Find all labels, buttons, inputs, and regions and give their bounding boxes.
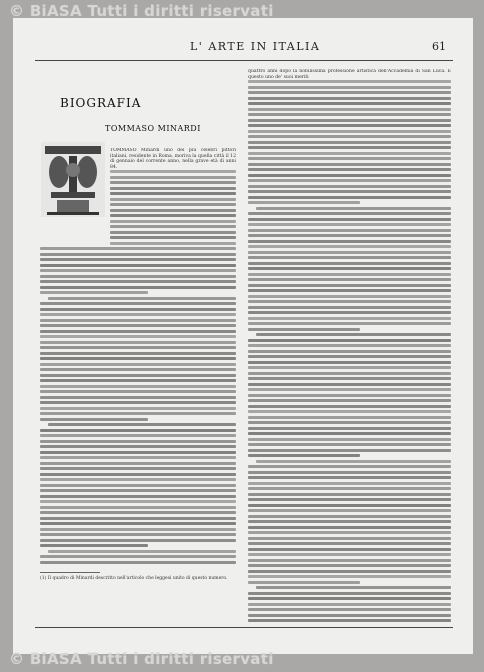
text-line [40, 346, 236, 352]
text-line-ink [248, 262, 451, 265]
text-line-ink [248, 443, 451, 446]
text-line [40, 478, 236, 484]
text-line-ink [248, 108, 451, 111]
text-line-ink [48, 550, 236, 553]
text-line-ink [248, 515, 451, 518]
text-line [248, 498, 451, 504]
text-line-ink [248, 553, 451, 556]
text-line [40, 434, 236, 440]
text-line [248, 179, 451, 185]
text-line-ink [248, 229, 451, 232]
text-line-ink [248, 157, 451, 160]
text-line [40, 401, 236, 407]
text-line [248, 80, 451, 86]
text-line-ink [40, 517, 236, 520]
text-line [40, 236, 236, 242]
text-line-ink [40, 484, 236, 487]
text-line [40, 489, 236, 495]
left-column-text [40, 148, 236, 568]
text-line-ink [248, 328, 360, 331]
text-line-ink [110, 242, 236, 245]
text-line-ink [40, 374, 236, 377]
text-line [248, 377, 451, 383]
text-line-ink [40, 478, 236, 481]
text-line-ink [40, 346, 236, 349]
text-line-ink [248, 295, 451, 298]
text-line-ink [40, 495, 236, 498]
text-line-ink [248, 399, 451, 402]
text-line-ink [248, 471, 451, 474]
text-line [40, 368, 236, 374]
text-line [248, 399, 451, 405]
text-line [40, 313, 236, 319]
text-line-ink [40, 385, 236, 388]
text-line [248, 421, 451, 427]
text-line-ink [248, 168, 451, 171]
text-line-ink [248, 289, 451, 292]
text-line-ink [40, 269, 236, 272]
text-line [248, 267, 451, 273]
text-line-ink [248, 432, 451, 435]
text-line-ink [248, 174, 451, 177]
subject-name: TOMMASO MINARDI [105, 124, 201, 133]
text-line-ink [40, 302, 236, 305]
text-line-ink [40, 275, 236, 278]
text-line-ink [248, 465, 451, 468]
text-line-ink [40, 544, 148, 547]
text-line-ink [40, 319, 236, 322]
text-line-ink [248, 256, 451, 259]
text-line-ink [40, 412, 236, 415]
text-line [248, 542, 451, 548]
text-line-ink [248, 223, 451, 226]
text-line-ink [40, 363, 236, 366]
text-line [40, 412, 236, 418]
text-line [40, 555, 236, 561]
text-line-ink [248, 339, 451, 342]
text-line-ink [248, 377, 451, 380]
text-line-ink [248, 141, 451, 144]
text-line-ink [248, 152, 451, 155]
text-line-ink [40, 456, 236, 459]
text-line-ink [248, 322, 451, 325]
text-line-ink [40, 396, 236, 399]
text-line [40, 335, 236, 341]
text-line-ink [110, 225, 236, 228]
text-line-ink [248, 603, 451, 606]
text-line [248, 91, 451, 97]
text-line-ink [40, 434, 236, 437]
text-line [248, 476, 451, 482]
text-line-ink [256, 460, 451, 463]
text-line [248, 344, 451, 350]
text-line [248, 608, 451, 614]
text-line-ink [40, 352, 236, 355]
text-line-ink [248, 102, 451, 105]
text-line [248, 443, 451, 449]
text-line-ink [248, 372, 451, 375]
text-line-ink [40, 489, 236, 492]
text-line-ink [248, 113, 451, 116]
text-line [40, 192, 236, 198]
text-line-ink [248, 284, 451, 287]
text-line [248, 355, 451, 361]
text-line-ink [248, 482, 451, 485]
text-line-ink [40, 368, 236, 371]
text-line-ink [248, 179, 451, 182]
text-line-ink [248, 509, 451, 512]
text-line-ink [248, 80, 451, 83]
text-line-ink [248, 570, 451, 573]
left-column-intro: TOMMASO Minardi uno dei più celebri pittori italiani, residente in Roma, moriva la quella città il 12 di gennaio del corrente anno, nella grave età di anni 84. [110, 148, 236, 170]
text-line-ink [248, 278, 451, 281]
text-line [248, 520, 451, 526]
text-line-ink [248, 218, 451, 221]
text-line-ink [48, 297, 236, 300]
text-line [40, 522, 236, 528]
text-line-ink [248, 487, 451, 490]
text-line-ink [40, 473, 236, 476]
text-line-ink [40, 286, 236, 289]
text-line [248, 289, 451, 295]
text-line-ink [248, 608, 451, 611]
text-line [248, 366, 451, 372]
text-line-ink [110, 203, 236, 206]
text-line [248, 300, 451, 306]
text-line-ink [248, 526, 451, 529]
text-line-ink [248, 548, 451, 551]
text-line-ink [40, 390, 236, 393]
watermark-bottom: © BiASA Tutti i diritti riservati [9, 650, 274, 668]
text-line [40, 280, 236, 286]
text-line-ink [248, 119, 451, 122]
text-line [40, 302, 236, 308]
text-line [40, 500, 236, 506]
text-line [40, 533, 236, 539]
text-line [248, 102, 451, 108]
text-line-ink [248, 212, 451, 215]
text-line-ink [40, 253, 236, 256]
text-line-ink [40, 291, 148, 294]
text-line-ink [248, 201, 360, 204]
text-line-ink [40, 280, 236, 283]
text-line [248, 531, 451, 537]
text-line-ink [248, 124, 451, 127]
text-line-ink [248, 383, 451, 386]
text-line-ink [248, 311, 451, 314]
text-line-ink [248, 427, 451, 430]
right-column-text [248, 69, 451, 624]
text-line [248, 487, 451, 493]
text-line-ink [110, 176, 236, 179]
text-line-ink [40, 357, 236, 360]
text-line [248, 124, 451, 130]
text-line-ink [110, 231, 236, 234]
text-line-ink [248, 597, 451, 600]
text-line-ink [40, 462, 236, 465]
text-line-ink [248, 421, 451, 424]
text-line-ink [248, 619, 451, 622]
text-line [248, 575, 451, 581]
footnote-rule [40, 572, 100, 573]
text-line-ink [40, 528, 236, 531]
text-line [248, 410, 451, 416]
text-line [40, 324, 236, 330]
right-column-intro: quattro anni dopo la nobilissima professione artistica dell'Accademia di San Luca. E questo uno de' suoi meriti [248, 69, 451, 80]
text-line-ink [248, 559, 451, 562]
text-line-ink [110, 198, 236, 201]
text-line-ink [40, 335, 236, 338]
text-line-ink [248, 531, 451, 534]
text-line-ink [248, 493, 451, 496]
footnote: (1) Il quadro di Minardi descritto nell'articolo che leggesi unito di questo numero. [40, 576, 228, 581]
text-line [248, 135, 451, 141]
text-line-ink [40, 401, 236, 404]
text-line [40, 247, 236, 253]
text-line-ink [248, 234, 451, 237]
text-line-ink [248, 504, 451, 507]
text-line-ink [248, 449, 451, 452]
text-line-ink [40, 429, 236, 432]
text-line [248, 619, 451, 624]
text-line-ink [248, 273, 451, 276]
text-line [40, 225, 236, 231]
text-line-ink [40, 407, 236, 410]
text-line-ink [40, 539, 236, 542]
text-line-ink [40, 308, 236, 311]
text-line-ink [40, 313, 236, 316]
text-line-ink [110, 209, 236, 212]
text-line [40, 467, 236, 473]
text-line-ink [248, 498, 451, 501]
text-line-ink [40, 451, 236, 454]
text-line [248, 564, 451, 570]
text-line-ink [248, 575, 451, 578]
watermark-top: © BiASA Tutti i diritti riservati [9, 2, 274, 20]
text-line-ink [248, 135, 451, 138]
text-line [248, 212, 451, 218]
text-line [248, 509, 451, 515]
text-line-ink [110, 170, 236, 173]
text-line [248, 311, 451, 317]
text-line [40, 561, 236, 567]
header-rule [35, 60, 453, 61]
text-line-ink [248, 410, 451, 413]
text-line-ink [248, 350, 451, 353]
text-line-ink [248, 190, 451, 193]
text-line-ink [40, 379, 236, 382]
text-line [248, 157, 451, 163]
text-line-ink [248, 267, 451, 270]
text-line-ink [248, 537, 451, 540]
text-line-ink [248, 317, 451, 320]
text-line [40, 445, 236, 451]
text-line-ink [248, 300, 451, 303]
text-line [40, 357, 236, 363]
text-line [40, 390, 236, 396]
text-line-ink [40, 258, 236, 261]
text-line-ink [256, 586, 451, 589]
text-line-ink [40, 324, 236, 327]
text-line-ink [248, 592, 451, 595]
text-line-ink [248, 520, 451, 523]
text-line [248, 432, 451, 438]
text-line-ink [248, 388, 451, 391]
text-line [40, 203, 236, 209]
text-line-ink [248, 86, 451, 89]
text-line [248, 256, 451, 262]
text-line [248, 245, 451, 251]
text-line-ink [110, 187, 236, 190]
text-line-ink [110, 181, 236, 184]
text-line-ink [248, 405, 451, 408]
text-line-ink [248, 416, 451, 419]
text-line [248, 278, 451, 284]
text-line-ink [40, 506, 236, 509]
text-line-ink [248, 185, 451, 188]
text-line-ink [248, 344, 451, 347]
text-line [248, 553, 451, 559]
text-line-ink [40, 341, 236, 344]
text-line [248, 190, 451, 196]
text-line-ink [110, 220, 236, 223]
text-line-ink [248, 476, 451, 479]
text-line-ink [40, 418, 148, 421]
text-line [40, 269, 236, 275]
text-line-ink [248, 163, 451, 166]
text-line [40, 170, 236, 176]
text-line [248, 234, 451, 240]
text-line-ink [40, 561, 236, 564]
text-line-ink [110, 214, 236, 217]
text-line-ink [248, 91, 451, 94]
text-line [40, 379, 236, 385]
footer-rule [35, 627, 453, 628]
text-line-ink [248, 366, 451, 369]
text-line [40, 214, 236, 220]
text-line-ink [110, 236, 236, 239]
text-line-ink [40, 440, 236, 443]
text-line-ink [248, 306, 451, 309]
text-line [248, 597, 451, 603]
text-line [248, 586, 451, 592]
text-line [248, 146, 451, 152]
text-line-ink [40, 445, 236, 448]
text-line-ink [256, 333, 451, 336]
text-line-ink [40, 555, 236, 558]
text-line-ink [248, 564, 451, 567]
text-line [248, 465, 451, 471]
text-line-ink [40, 467, 236, 470]
text-line-ink [248, 438, 451, 441]
text-line-ink [248, 394, 451, 397]
text-line [248, 113, 451, 119]
text-line [248, 333, 451, 339]
text-line [40, 258, 236, 264]
text-line [40, 511, 236, 517]
text-line-ink [248, 146, 451, 149]
text-line-ink [248, 542, 451, 545]
text-line-ink [248, 454, 360, 457]
text-line-ink [248, 240, 451, 243]
text-line-ink [48, 423, 236, 426]
text-line-ink [40, 247, 236, 250]
running-head: L' ARTE IN ITALIA [190, 40, 321, 53]
text-line [40, 456, 236, 462]
text-line-ink [248, 581, 360, 584]
text-line-ink [248, 97, 451, 100]
text-line [248, 168, 451, 174]
text-line-ink [40, 522, 236, 525]
text-line-ink [40, 500, 236, 503]
text-line-ink [256, 207, 451, 210]
page-number: 61 [432, 40, 446, 53]
text-line-ink [248, 130, 451, 133]
text-line-ink [40, 533, 236, 536]
text-line [40, 423, 236, 429]
text-line-ink [248, 245, 451, 248]
section-title: BIOGRAFIA [60, 96, 142, 110]
text-line-ink [248, 361, 451, 364]
text-line-ink [40, 264, 236, 267]
text-line-ink [248, 614, 451, 617]
text-line-ink [248, 196, 451, 199]
text-line-ink [248, 355, 451, 358]
text-line-ink [248, 251, 451, 254]
text-line [40, 181, 236, 187]
text-line [248, 388, 451, 394]
text-line-ink [40, 511, 236, 514]
text-line [248, 322, 451, 328]
text-line [248, 223, 451, 229]
text-line-ink [110, 192, 236, 195]
text-line-ink [40, 330, 236, 333]
